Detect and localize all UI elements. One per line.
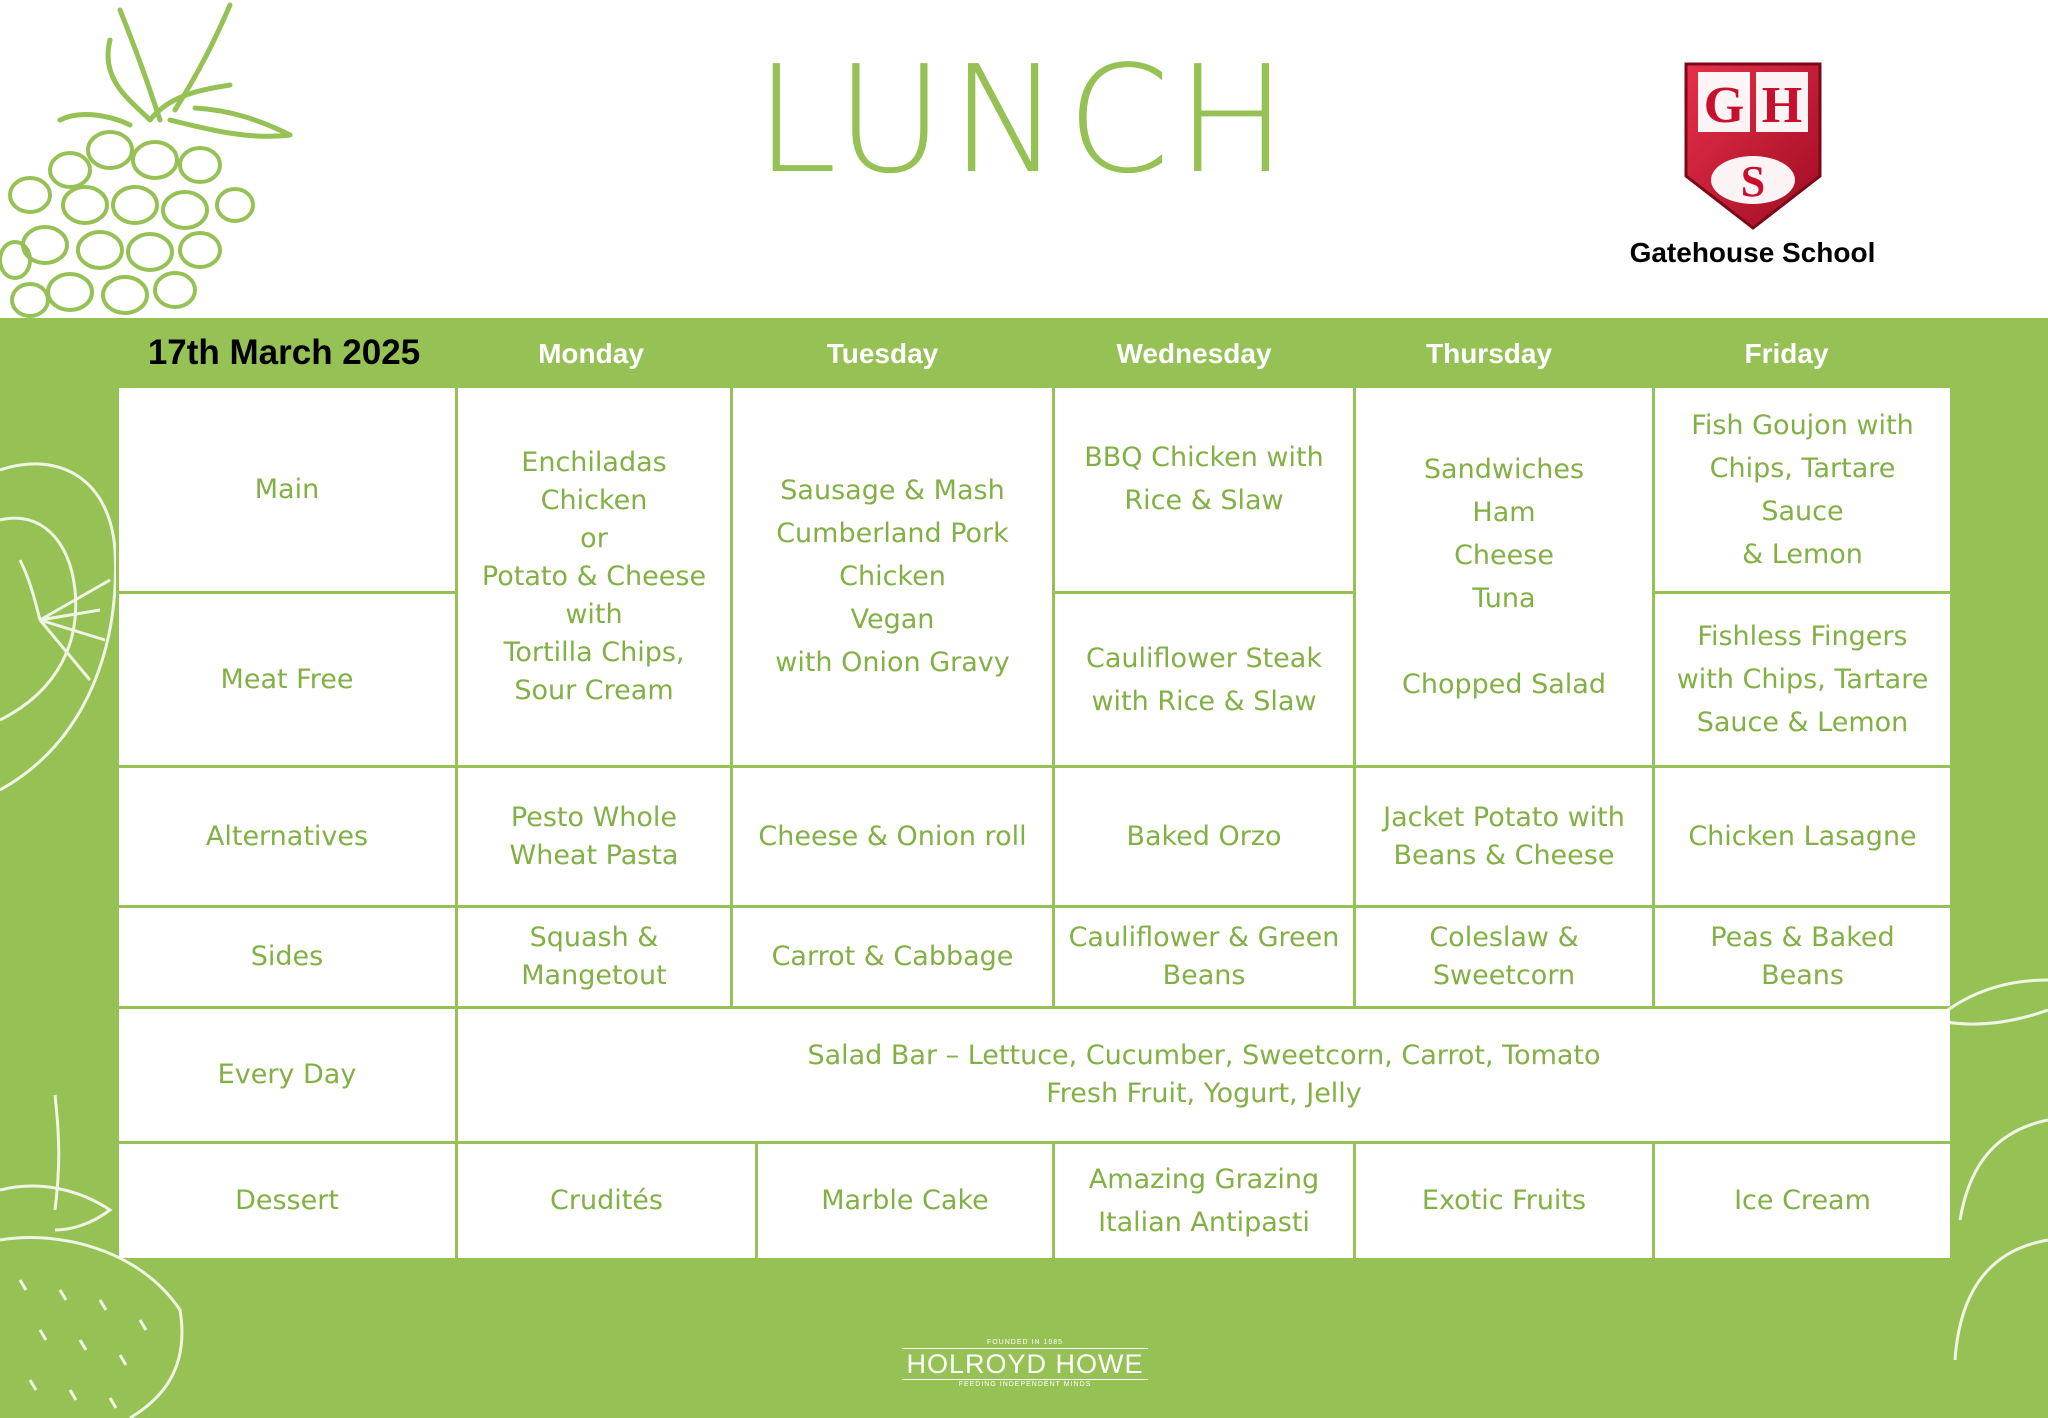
friday-alternative-cell [1655,768,1950,905]
menu-line: Ham [1472,496,1536,528]
menu-line: Beans & Cheese [1393,839,1615,871]
menu-line: Sandwiches [1423,453,1585,485]
day-header-friday: Friday [1744,338,1829,369]
row-label-text: Dessert [235,1185,339,1216]
menu-line: Squash & [529,922,659,953]
menu-line: Tuna [1472,582,1536,614]
cell-text [1665,404,1940,576]
thursday-sides-cell [1356,908,1652,1006]
cell-text [1086,637,1322,723]
day-header-wednesday: Wednesday [1116,338,1272,369]
menu-line: Fresh Fruit, Yogurt, Jelly [1046,1078,1362,1109]
monday-alternative-cell [458,768,730,905]
menu-line: Mangetout [521,960,667,991]
menu-line: Amazing Grazing [1088,1164,1320,1195]
menu-line: Sweetcorn [1432,960,1576,991]
row-label-main [119,388,455,591]
menu-line: Carrot & Cabbage [771,941,1014,972]
menu-line: Pesto Whole [510,801,678,833]
menu-line: Coleslaw & [1429,922,1579,953]
wednesday-alternative-cell [1055,768,1353,905]
cell-text [821,1182,988,1220]
day-header-tuesday: Tuesday [826,338,939,369]
monday-main-cell [458,388,730,765]
svg-text:G: G [1703,77,1744,134]
cell-text [1089,1158,1319,1244]
menu-line: Potato & Cheese [481,560,707,592]
holroyd-howe-logo [900,1338,1150,1390]
menu-line: with Onion Gravy [775,647,1010,678]
school-logo [1620,58,1885,269]
menu-line: Fishless Fingers [1697,621,1908,652]
page-title: LUNCH [754,34,1294,206]
menu-table [116,385,1932,1240]
friday-meat-free-cell [1655,594,1950,765]
menu-line: Tortilla Chips, [503,636,685,668]
day-header-thursday: Thursday [1425,338,1553,369]
row-label-text: Sides [250,941,324,972]
menu-line: Ice Cream [1734,1185,1871,1216]
friday-main-cell [1655,388,1950,591]
wednesday-main-cell [1055,388,1353,591]
menu-line: Chopped Salad [1402,668,1606,700]
row-label-every-day [119,1009,455,1141]
menu-line: Baked Orzo [1126,820,1282,852]
menu-line: Chicken Lasagne [1688,820,1917,852]
menu-line: with Chips, Tartare [1676,664,1929,695]
apple-illustration [0,440,120,800]
menu-line: Salad Bar – Lettuce, Cucumber, Sweetcorn, Carrot, Tomato [807,1040,1601,1071]
cell-text [807,1037,1600,1113]
school-name: Gatehouse School [1629,237,1876,268]
monday-sides-cell [458,908,730,1006]
thursday-main-cell [1356,388,1652,765]
footer-brand: HOLROYD HOWE [902,1348,1147,1380]
menu-line: Enchiladas [521,446,667,478]
cell-text [521,919,667,995]
menu-line: Exotic Fruits [1421,1185,1587,1216]
cell-text [550,1182,663,1220]
row-label-dessert [119,1144,455,1258]
menu-date: 17th March 2025 [147,333,421,372]
row-label-text: Main [254,473,320,505]
wednesday-meat-free-cell [1055,594,1353,765]
menu-line: with [565,598,623,630]
cell-text [772,938,1014,976]
footer-tagline-bottom: FEEDING INDEPENDENT MINDS [958,1381,1092,1388]
svg-text:H: H [1761,77,1802,134]
row-label-sides [119,908,455,1006]
cell-text [1734,1182,1871,1220]
menu-line: Sauce & Lemon [1696,707,1909,738]
menu-line: Sour Cream [514,674,674,706]
menu-line: Vegan [850,604,935,635]
footer-tagline-top: FOUNDED IN 1985 [986,1339,1064,1346]
menu-line: or [580,522,608,554]
cell-text [1665,919,1940,995]
menu-line: Beans [1162,960,1246,991]
menu-line: & Lemon [1742,538,1863,570]
menu-line: Italian Antipasti [1098,1207,1310,1238]
menu-line: Jacket Potato with [1383,801,1625,833]
menu-line: Peas & Baked Beans [1710,922,1895,991]
row-label-text: Every Day [217,1059,357,1090]
menu-line: Cauliflower & Green [1068,922,1340,953]
cell-text [758,818,1026,856]
wednesday-sides-cell [1055,908,1353,1006]
cell-text [1126,818,1281,856]
menu-line: with Rice & Slaw [1091,685,1317,717]
cell-text [1677,615,1929,744]
menu-line: Rice & Slaw [1124,485,1284,516]
menu-line: Marble Cake [821,1185,989,1216]
cell-text [1069,919,1340,995]
row-label-text: Meat Free [220,663,354,695]
menu-line: Chicken [839,561,946,592]
thursday-alternative-cell [1356,768,1652,905]
menu-line: Crudités [550,1185,663,1216]
monday-dessert-cell [458,1144,755,1258]
tuesday-sides-cell [733,908,1052,1006]
menu-line: Fish Goujon with [1691,409,1914,441]
menu-line: Cumberland Pork [776,518,1009,549]
menu-line: Wheat Pasta [509,839,679,871]
cell-text [1429,919,1578,995]
tuesday-dessert-cell [758,1144,1052,1258]
school-crest-icon [1678,58,1828,233]
menu-line: Chicken [540,484,648,516]
dessert-row [458,1144,1950,1258]
row-label-text: Alternatives [205,820,369,852]
friday-dessert-cell [1655,1144,1950,1258]
cell-text [1084,436,1323,522]
row-label-meat-free [119,594,455,765]
cell-text [510,799,679,875]
thursday-dessert-cell [1356,1144,1652,1258]
tuesday-main-cell [733,388,1052,765]
row-label-alternatives [119,768,455,905]
cell-text [1402,448,1606,706]
cell-text [775,469,1009,684]
tuesday-alternative-cell [733,768,1052,905]
menu-line: Sausage & Mash [780,475,1005,506]
cell-text [1383,799,1625,875]
menu-line: Cheese & Onion roll [758,820,1027,852]
day-header-monday: Monday [538,338,644,369]
cell-text [1688,818,1916,856]
friday-sides-cell [1655,908,1950,1006]
menu-line: BBQ Chicken with [1084,442,1324,473]
menu-line: Cheese [1454,539,1554,571]
menu-line: Chips, Tartare Sauce [1709,452,1896,527]
svg-text:S: S [1740,157,1765,206]
cell-text [1422,1182,1586,1220]
wednesday-dessert-cell [1055,1144,1353,1258]
cell-text [482,444,706,710]
menu-line: Cauliflower Steak [1086,642,1322,674]
every-day-cell [458,1009,1950,1141]
menu-line [1402,620,1606,663]
